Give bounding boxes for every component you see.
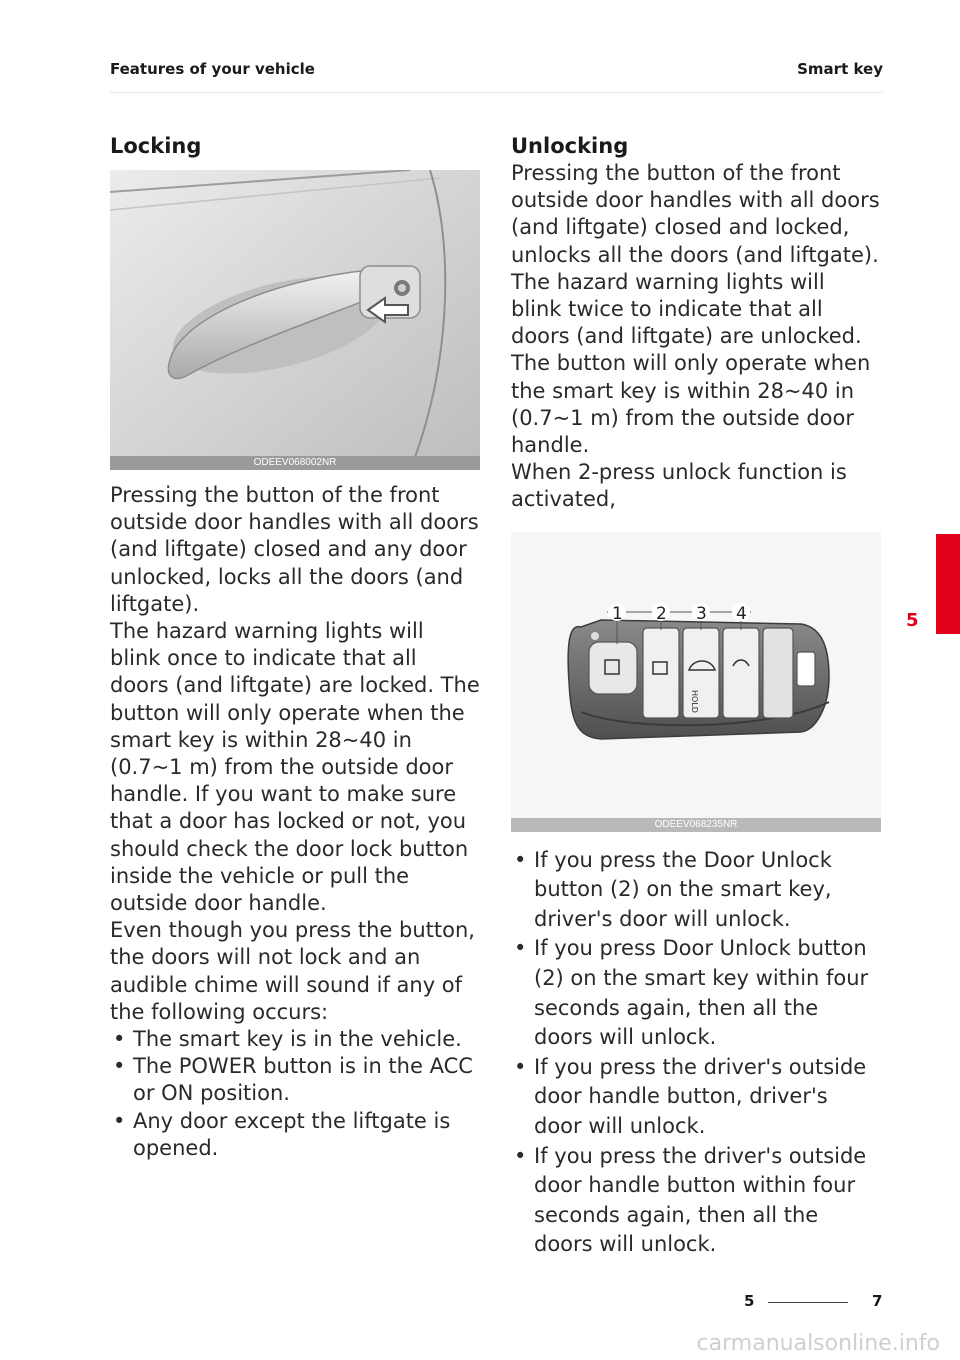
list-item: • The smart key is in the vehicle. [113,1027,462,1052]
locking-conditions-list [110,1026,480,1162]
list-item: • If you press Door Unlock button (2) on the smart key within four seconds again, then all the doors will unlock. [514,936,869,1050]
running-header-section: Features of your vehicle [110,60,315,78]
watermark: carmanualsonline.info [696,1331,940,1356]
locking-heading: Locking [110,134,202,158]
list-item: • Any door except the liftgate is opened. [113,1108,451,1160]
key-label-4: 4 [736,603,747,624]
locking-paragraph-3: Even though you press the button, the doors will not lock and an audible chime will sound if any of the following occurs: [110,918,475,1024]
right-column [511,128,881,1260]
unlocking-steps-list [511,846,881,1260]
smart-key-illustration [511,532,881,832]
running-header-topic: Smart key [797,60,883,78]
hold-label: HOLD [690,689,699,713]
locking-paragraph-2: The hazard warning lights will blink once to indicate that all doors (and liftgate) are locked. The button will only operate when the smart key is within 28~40 in (0.7~1 m) from the outside door handle. If you want to make sure that a door has locked or not, you should check the door lock button inside the vehicle or pull the outside door handle. [110,619,480,916]
key-label-1: 1 [612,603,623,624]
footer-chapter-number: 5 [744,1292,755,1310]
list-item: • The POWER button is in the ACC or ON position. [113,1054,473,1106]
figure-caption-unlocking: ODEEV068235NR [511,818,881,832]
key-label-2: 2 [656,603,667,624]
list-item: • If you press the Door Unlock button (2) on the smart key, driver's door will unlock. [514,847,832,931]
locking-paragraph-1: Pressing the button of the front outside door handles with all doors (and liftgate) closed and any door unlocked, locks all the doors (and liftgate). [110,483,479,616]
key-label-3: 3 [696,603,707,624]
unlocking-paragraph-1: Pressing the button of the front outside door handles with all doors (and liftgate) closed and locked, unlocks all the doors (and liftgate). The hazard warning lights will blink twice to indicate that all doors (and liftgate) are unlocked. The button will only operate when the smart key is within 28~40 in (0.7~1 m) from the outside door handle. [511,161,880,458]
unlocking-heading: Unlocking [511,134,629,158]
footer-divider [768,1302,848,1303]
unlocking-paragraph-2: When 2-press unlock function is activated, [511,460,847,512]
figure-caption-locking: ODEEV068002NR [110,456,480,470]
list-item: • If you press the driver's outside door handle button, driver's door will unlock. [514,1054,867,1138]
smart-key-figure [511,532,881,832]
footer-page-number: 7 [872,1292,883,1310]
header-divider [110,92,883,93]
left-column [110,128,480,1162]
list-item: • If you press the driver's outside door handle button within four seconds again, then all the doors will unlock. [514,1143,867,1257]
chapter-number: 5 [906,610,919,631]
door-handle-illustration [110,170,480,470]
chapter-tab [936,534,960,634]
door-handle-figure [110,170,480,470]
